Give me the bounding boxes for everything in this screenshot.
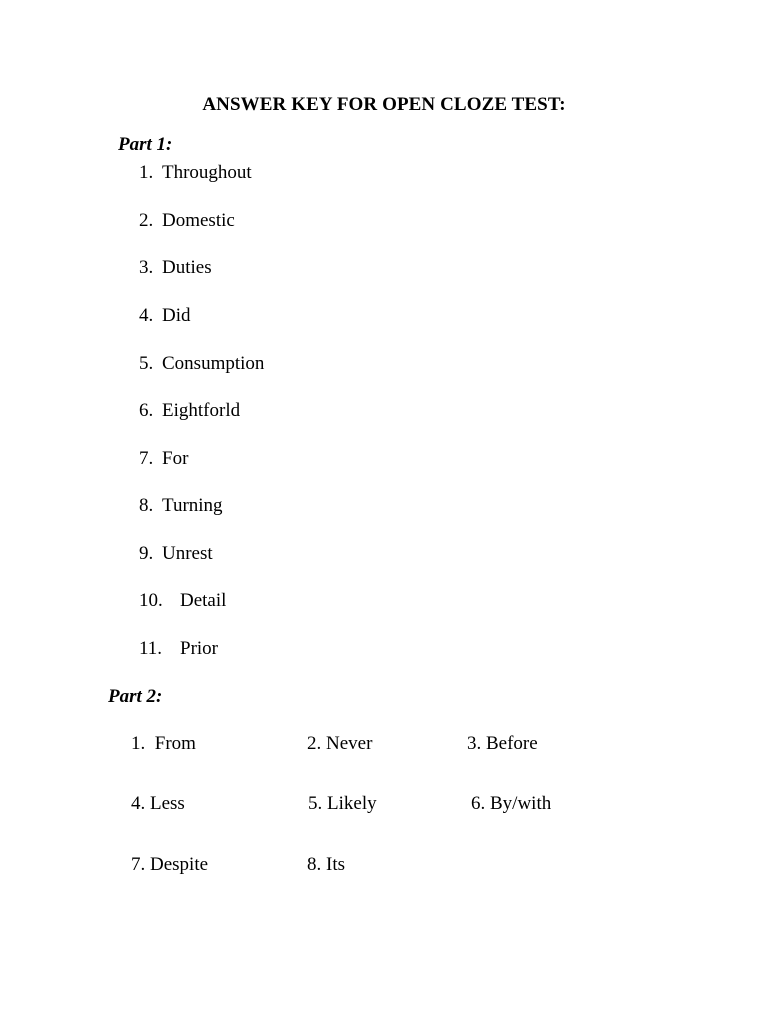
part2-heading: Part 2: bbox=[108, 686, 163, 707]
item-number: 3. bbox=[139, 257, 154, 278]
item-number: 6. bbox=[139, 400, 154, 421]
item-answer: Less bbox=[150, 793, 185, 814]
item-number: 8. bbox=[307, 854, 322, 875]
item-answer: Turning bbox=[162, 495, 223, 516]
item-answer: Likely bbox=[327, 793, 377, 814]
part1-item bbox=[139, 304, 191, 328]
item-answer: Never bbox=[326, 733, 373, 754]
item-answer: By/with bbox=[490, 793, 552, 814]
item-number: 8. bbox=[139, 495, 154, 516]
part1-item bbox=[139, 161, 252, 185]
item-number: 6. bbox=[471, 793, 486, 814]
item-answer: Domestic bbox=[162, 210, 235, 231]
part2-item bbox=[471, 792, 551, 816]
item-answer: For bbox=[162, 448, 189, 469]
part2-item bbox=[131, 732, 196, 756]
part1-item bbox=[139, 352, 264, 376]
part2-item bbox=[131, 792, 185, 816]
part1-heading: Part 1: bbox=[118, 134, 173, 155]
part1-item bbox=[139, 542, 213, 566]
item-answer: Consumption bbox=[162, 353, 265, 374]
part1-item bbox=[139, 209, 235, 233]
item-answer: Throughout bbox=[162, 162, 252, 183]
item-number: 1. bbox=[131, 733, 146, 754]
item-answer: Despite bbox=[150, 854, 209, 875]
part2-item bbox=[307, 853, 345, 877]
item-number: 7. bbox=[139, 448, 154, 469]
item-number: 4. bbox=[131, 793, 146, 814]
item-number: 5. bbox=[308, 793, 323, 814]
item-number: 4. bbox=[139, 305, 154, 326]
item-number: 2. bbox=[139, 210, 154, 231]
item-answer: From bbox=[154, 733, 196, 754]
item-answer: Prior bbox=[180, 638, 218, 659]
part1-item bbox=[139, 447, 188, 471]
item-answer: Duties bbox=[162, 257, 212, 278]
item-number: 1. bbox=[139, 162, 154, 183]
part1-item bbox=[139, 256, 212, 280]
part1-item bbox=[139, 589, 226, 613]
part1-item bbox=[139, 637, 218, 661]
item-number: 7. bbox=[131, 854, 146, 875]
page-title: ANSWER KEY FOR OPEN CLOZE TEST: bbox=[202, 94, 566, 115]
item-answer: Detail bbox=[180, 590, 227, 611]
item-number: 9. bbox=[139, 543, 154, 564]
item-number: 11. bbox=[139, 638, 163, 659]
item-number: 2. bbox=[307, 733, 322, 754]
item-number: 10. bbox=[139, 590, 163, 611]
part1-item bbox=[139, 494, 223, 518]
part2-item bbox=[131, 853, 208, 877]
part2-item bbox=[308, 792, 377, 816]
item-answer: Its bbox=[326, 854, 345, 875]
item-answer: Did bbox=[162, 305, 191, 326]
item-answer: Before bbox=[486, 733, 538, 754]
item-number: 3. bbox=[467, 733, 482, 754]
item-number: 5. bbox=[139, 353, 154, 374]
part2-item bbox=[467, 732, 538, 756]
item-answer: Unrest bbox=[162, 543, 213, 564]
part1-item bbox=[139, 399, 240, 423]
item-answer: Eightforld bbox=[162, 400, 241, 421]
part2-item bbox=[307, 732, 372, 756]
